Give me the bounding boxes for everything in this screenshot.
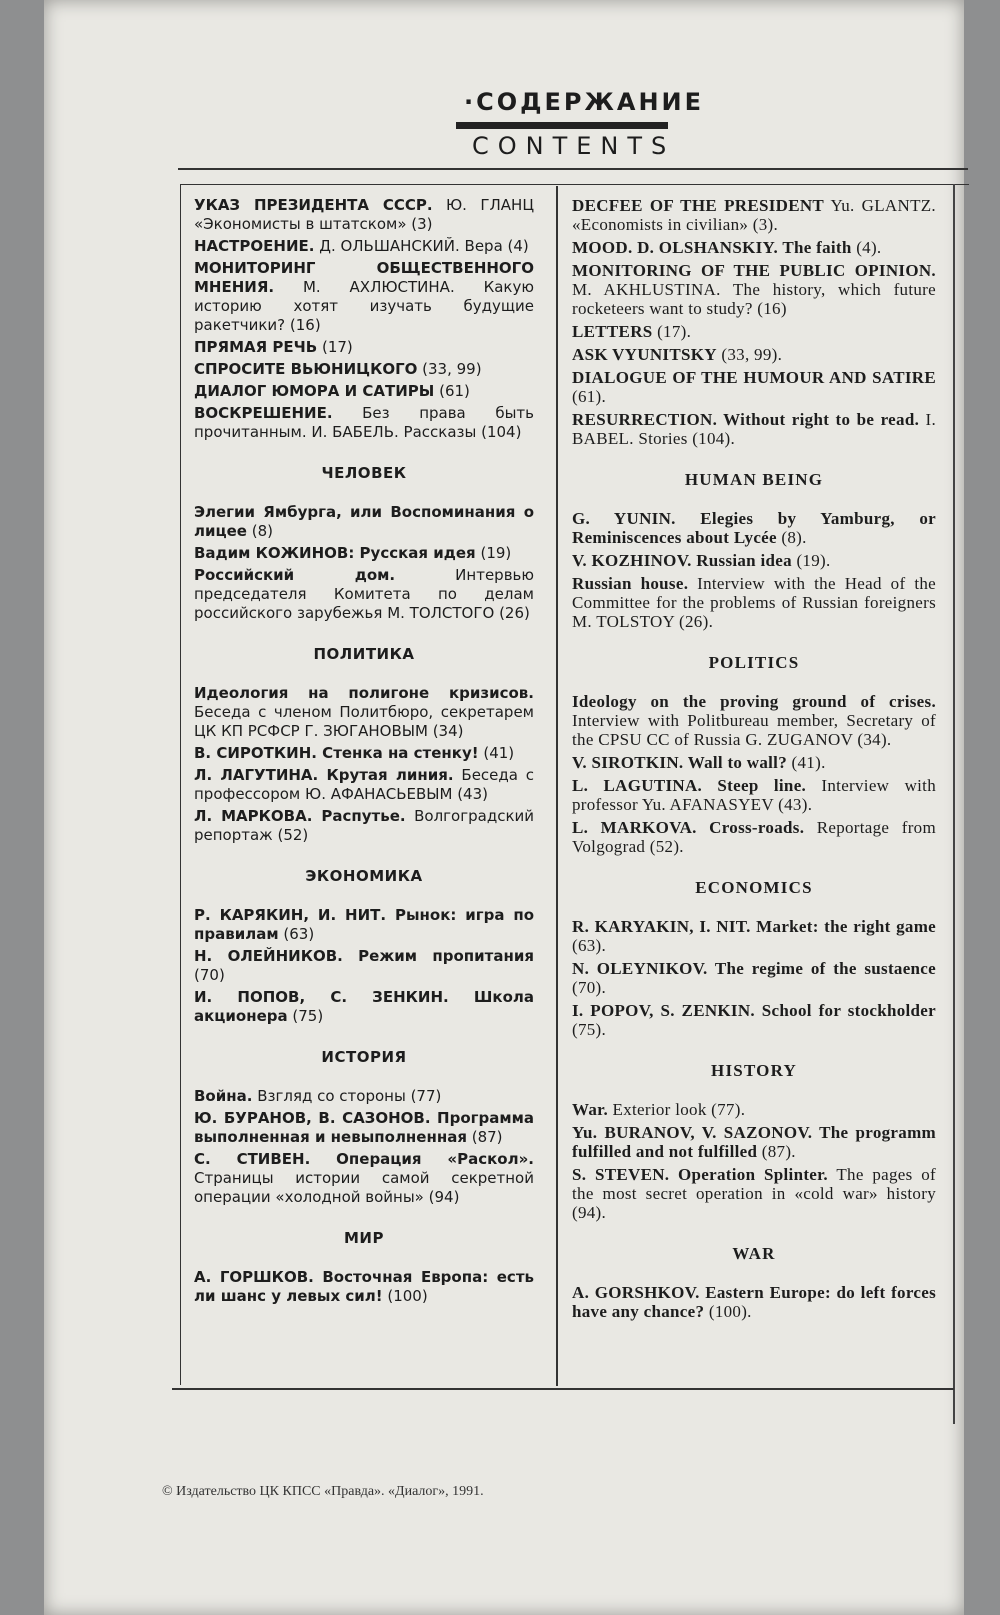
contents-entry xyxy=(572,1100,936,1119)
contents-entry xyxy=(572,959,936,997)
entry-heading: R. KARYAKIN, I. NIT. Market: the right game xyxy=(572,917,936,936)
entry-heading: НАСТРОЕНИЕ. xyxy=(194,237,315,255)
entry-text: Interview with the Head of the Committee for the problems of Russian foreigners M. TOLSTOY (26). xyxy=(572,574,936,631)
contents-entry xyxy=(194,1087,534,1106)
contents-entry xyxy=(194,684,534,741)
entry-text: (61) xyxy=(434,382,470,400)
contents-entry xyxy=(572,196,936,234)
entry-heading: В. СИРОТКИН. Стенка на стенку! xyxy=(194,744,479,762)
contents-entry xyxy=(572,551,936,570)
copyright-line: © Издательство ЦК КПСС «Правда». «Диалог», 1991. xyxy=(162,1484,484,1499)
entry-heading: MOOD. D. OLSHANSKIY. The faith xyxy=(572,238,852,257)
contents-entry xyxy=(194,906,534,944)
contents-entry xyxy=(194,338,534,357)
contents-entry xyxy=(194,947,534,985)
entry-text: Yu. GLANTZ. «Economists in civilian» (3). xyxy=(572,196,936,234)
entry-heading: С. СТИВЕН. Операция «Раскол». xyxy=(194,1150,534,1168)
bottom-rule xyxy=(172,1388,954,1390)
contents-entry xyxy=(572,692,936,749)
entry-heading: Идеология на полигоне кризисов. xyxy=(194,684,534,702)
contents-entry xyxy=(194,566,534,623)
entry-text: Exterior look (77). xyxy=(608,1100,746,1119)
contents-entry xyxy=(194,237,534,256)
entry-text: Reportage from Volgograd (52). xyxy=(572,818,936,856)
contents-entry xyxy=(572,1123,936,1161)
entry-text: (8) xyxy=(246,522,273,540)
entry-text: Интервью председателя Комитета по делам российского зарубежья М. ТОЛСТОГО (26) xyxy=(194,566,535,622)
frame-right-rule xyxy=(953,184,955,1424)
entry-heading: War. xyxy=(572,1100,608,1119)
contents-entry xyxy=(572,753,936,772)
section-title: HISTORY xyxy=(711,1061,797,1080)
russian-column xyxy=(194,196,534,1309)
entry-text: (61). xyxy=(572,387,607,406)
entry-text: (100). xyxy=(704,1302,752,1321)
section-title: ПОЛИТИКА xyxy=(313,645,415,663)
title-russian: ·СОДЕРЖАНИЕ xyxy=(464,88,705,116)
entry-heading: УКАЗ ПРЕЗИДЕНТА СССР. xyxy=(194,196,433,214)
entry-text: M. AKHLUSTINA. The history, which future rocketeers want to study? (16) xyxy=(572,280,936,318)
entry-text: Interview with professor Yu. AFANASYEV (43). xyxy=(572,776,936,814)
entry-heading: ПРЯМАЯ РЕЧЬ xyxy=(194,338,318,356)
entry-heading: Вадим КОЖИНОВ: Русская идея xyxy=(194,544,476,562)
entry-text: (100) xyxy=(382,1287,428,1305)
entry-heading: ВОСКРЕШЕНИЕ. xyxy=(194,404,333,422)
contents-entry xyxy=(572,509,936,547)
entry-text: (17). xyxy=(652,322,692,341)
section-title: МИР xyxy=(344,1229,384,1247)
entry-heading: L. LAGUTINA. Steep line. xyxy=(572,776,807,795)
entry-heading: И. ПОПОВ, С. ЗЕНКИН. Школа акционера xyxy=(194,988,534,1025)
english-column xyxy=(572,196,936,1325)
entry-text: (41) xyxy=(478,744,515,762)
section-title: ECONOMICS xyxy=(695,878,813,897)
entry-text: Д. ОЛЬШАНСКИЙ. Вера (4) xyxy=(314,237,529,255)
entry-text: Взгляд со стороны (77) xyxy=(252,1087,442,1105)
section-title: HUMAN BEING xyxy=(684,470,824,489)
entry-text: Беседа с членом Политбюро, секретарем ЦК КП РСФСР Г. ЗЮГАНОВЫМ (34) xyxy=(194,703,534,740)
contents-entry xyxy=(194,1150,534,1207)
entry-text: (19) xyxy=(475,544,512,562)
entry-heading: ДИАЛОГ ЮМОРА И САТИРЫ xyxy=(194,382,435,400)
entry-heading: G. YUNIN. Elegies by Yamburg, or Reminiscences about Lycée xyxy=(572,509,936,547)
entry-text: (8). xyxy=(776,528,807,547)
contents-entry xyxy=(572,368,936,406)
entry-heading: L. MARKOVA. Cross-roads. xyxy=(572,818,805,837)
entry-heading: Н. ОЛЕЙНИКОВ. Режим пропитания xyxy=(194,947,534,965)
contents-entry xyxy=(572,345,936,364)
entry-text: (17) xyxy=(317,338,353,356)
entry-text: (63) xyxy=(278,925,315,943)
contents-entry xyxy=(572,238,936,257)
contents-entry xyxy=(194,766,534,804)
entry-text: Волгоградский репортаж (52) xyxy=(194,807,534,844)
entry-text: (33, 99). xyxy=(716,345,783,364)
contents-entry xyxy=(572,261,936,318)
entry-heading: S. STEVEN. Operation Splinter. xyxy=(572,1165,828,1184)
entry-text: (63). xyxy=(572,936,607,955)
contents-entry xyxy=(194,807,534,845)
section-title: ИСТОРИЯ xyxy=(321,1048,407,1066)
contents-entry xyxy=(572,917,936,955)
contents-entry xyxy=(572,776,936,814)
entry-heading: Russian house. xyxy=(572,574,689,593)
section-title: ЭКОНОМИКА xyxy=(305,867,423,885)
entry-text: М. АХЛЮСТИНА. Какую историю хотят изучать будущие ракетчики? (16) xyxy=(194,278,534,334)
entry-text: (19). xyxy=(791,551,831,570)
contents-entry xyxy=(572,322,936,341)
section-title: POLITICS xyxy=(708,653,800,672)
entry-text: I. BABEL. Stories (104). xyxy=(572,410,937,448)
entry-text: (33, 99) xyxy=(417,360,482,378)
contents-entry xyxy=(572,410,936,448)
entry-text: Беседа с профессором Ю. АФАНАСЬЕВЫМ (43) xyxy=(194,766,534,803)
entry-heading: Российский дом. xyxy=(194,566,396,584)
entry-heading: V. SIROTKIN. Wall to wall? xyxy=(572,753,787,772)
contents-entry xyxy=(572,818,936,856)
contents-entry xyxy=(194,259,534,335)
contents-entry xyxy=(572,1283,936,1321)
entry-text: The pages of the most secret operation in «cold war» history (94). xyxy=(572,1165,937,1222)
contents-entry xyxy=(572,1001,936,1039)
section-title: ЧЕЛОВЕК xyxy=(321,464,407,482)
entry-text: (87) xyxy=(466,1128,503,1146)
entry-heading: A. GORSHKOV. Eastern Europe: do left forces have any chance? xyxy=(572,1283,936,1321)
entry-heading: Р. КАРЯКИН, И. НИТ. Рынок: игра по правилам xyxy=(194,906,534,943)
contents-entry xyxy=(194,1268,534,1306)
entry-heading: V. KOZHINOV. Russian idea xyxy=(572,551,792,570)
contents-entry xyxy=(194,503,534,541)
contents-entry xyxy=(194,382,534,401)
entry-heading: Ю. БУРАНОВ, В. САЗОНОВ. Программа выполненная и невыполненная xyxy=(194,1109,534,1146)
title-english: CONTENTS xyxy=(472,132,676,160)
magazine-page xyxy=(44,0,964,1615)
entry-heading: Л. МАРКОВА. Распутье. xyxy=(194,807,406,825)
entry-text: Без права быть прочитанным. И. БАБЕЛЬ. Рассказы (104) xyxy=(194,404,534,441)
entry-heading: СПРОСИТЕ ВЬЮНИЦКОГО xyxy=(194,360,418,378)
entry-heading: Война. xyxy=(194,1087,253,1105)
top-rule xyxy=(178,168,968,170)
entry-heading: I. POPOV, S. ZENKIN. School for stockholder xyxy=(572,1001,936,1020)
contents-entry xyxy=(194,744,534,763)
entry-heading: Yu. BURANOV, V. SAZONOV. The programm fulfilled and not fulfilled xyxy=(572,1123,936,1161)
entry-text: (75) xyxy=(287,1007,324,1025)
entry-heading: RESURRECTION. Without right to be read. xyxy=(572,410,920,429)
contents-entry xyxy=(194,988,534,1026)
title-rule xyxy=(456,122,668,129)
contents-entry xyxy=(194,1109,534,1147)
contents-entry xyxy=(572,574,936,631)
entry-text: (75). xyxy=(572,1020,607,1039)
entry-heading: Элегии Ямбурга, или Воспоминания о лицее xyxy=(194,503,534,540)
entry-text: (70) xyxy=(194,966,225,984)
entry-text: Ю. ГЛАНЦ «Экономисты в штатском» (3) xyxy=(194,196,534,233)
entry-text: Страницы истории самой секретной операции «холодной войны» (94) xyxy=(194,1169,534,1206)
column-divider xyxy=(556,186,558,1386)
section-title: WAR xyxy=(732,1244,776,1263)
entry-text: (87). xyxy=(757,1142,796,1161)
entry-heading: А. ГОРШКОВ. Восточная Европа: есть ли шанс у левых сил! xyxy=(194,1268,534,1305)
entry-heading: LETTERS xyxy=(572,322,653,341)
entry-heading: DIALOGUE OF THE HUMOUR AND SATIRE xyxy=(572,368,936,387)
contents-entry xyxy=(572,1165,936,1222)
contents-entry xyxy=(194,196,534,234)
entry-heading: ASK VYUNITSKY xyxy=(572,345,717,364)
entry-text: (41). xyxy=(787,753,826,772)
entry-heading: Ideology on the proving ground of crises. xyxy=(572,692,936,711)
entry-heading: DECFEE OF THE PRESIDENT xyxy=(572,196,825,215)
entry-heading: N. OLEYNIKOV. The regime of the sustaence xyxy=(572,959,936,978)
entry-text: Interview with Politbureau member, Secretary of the CPSU CC of Russia G. ZUGANOV (34). xyxy=(572,711,936,749)
entry-heading: Л. ЛАГУТИНА. Крутая линия. xyxy=(194,766,454,784)
entry-text: (4). xyxy=(851,238,882,257)
entry-heading: MONITORING OF THE PUBLIC OPINION. xyxy=(572,261,936,280)
entry-heading: МОНИТОРИНГ ОБЩЕСТВЕННОГО МНЕНИЯ. xyxy=(194,259,534,296)
contents-entry xyxy=(194,404,534,442)
contents-entry xyxy=(194,544,534,563)
entry-text: (70). xyxy=(572,978,607,997)
contents-entry xyxy=(194,360,534,379)
